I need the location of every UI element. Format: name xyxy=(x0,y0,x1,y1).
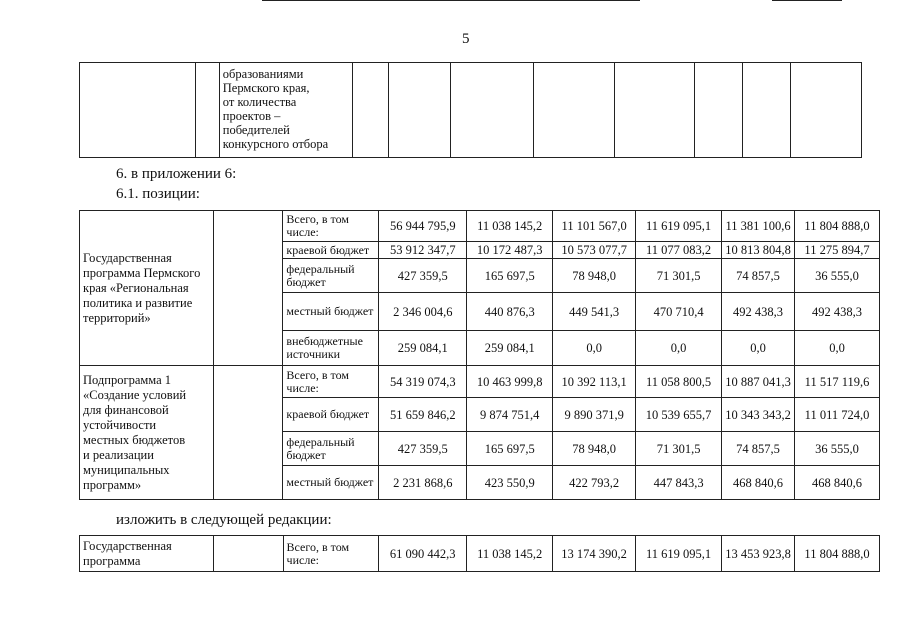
table-row xyxy=(80,366,880,398)
value-cell: 11 038 145,2 xyxy=(467,536,553,572)
value-cell: 53 912 347,7 xyxy=(379,242,467,259)
continuation-table xyxy=(79,62,862,158)
value-cell: 10 813 804,8 xyxy=(722,242,795,259)
value-cell: 0,0 xyxy=(553,331,636,366)
value-cell: 2 346 004,6 xyxy=(379,293,467,331)
value-cell: 2 231 868,6 xyxy=(379,466,467,500)
value-cell: 11 804 888,0 xyxy=(795,536,880,572)
value-cell: 0,0 xyxy=(636,331,722,366)
value-cell: 61 090 442,3 xyxy=(379,536,467,572)
value-cell: 36 555,0 xyxy=(795,259,880,293)
value-cell: 259 084,1 xyxy=(379,331,467,366)
empty-cell xyxy=(195,63,219,158)
value-cell: 259 084,1 xyxy=(467,331,553,366)
value-cell: 71 301,5 xyxy=(636,432,722,466)
row-label: внебюджетные источники xyxy=(283,331,379,366)
top-rule-left xyxy=(262,0,640,1)
empty-cell xyxy=(534,63,615,158)
value-cell: 10 887 041,3 xyxy=(722,366,795,398)
value-cell: 10 172 487,3 xyxy=(467,242,553,259)
value-cell: 10 343 343,2 xyxy=(722,398,795,432)
value-cell: 447 843,3 xyxy=(636,466,722,500)
row-label: местный бюджет xyxy=(283,293,379,331)
value-cell: 427 359,5 xyxy=(379,432,467,466)
value-cell: 422 793,2 xyxy=(553,466,636,500)
value-cell: 13 453 923,8 xyxy=(722,536,795,572)
row-label: Всего, в том числе: xyxy=(283,211,379,242)
row-label: федеральный бюджет xyxy=(283,259,379,293)
empty-cell xyxy=(615,63,695,158)
row-label: Всего, в том числе: xyxy=(283,366,379,398)
value-cell: 492 438,3 xyxy=(722,293,795,331)
value-cell: 11 381 100,6 xyxy=(722,211,795,242)
value-cell: 11 275 894,7 xyxy=(795,242,880,259)
value-cell: 78 948,0 xyxy=(553,259,636,293)
value-cell: 468 840,6 xyxy=(795,466,880,500)
page-number: 5 xyxy=(462,31,470,47)
empty-cell xyxy=(213,211,283,366)
value-cell: 74 857,5 xyxy=(722,259,795,293)
value-cell: 78 948,0 xyxy=(553,432,636,466)
value-cell: 492 438,3 xyxy=(795,293,880,331)
value-cell: 468 840,6 xyxy=(722,466,795,500)
paragraph-6: 6. в приложении 6: xyxy=(116,166,237,182)
paragraph-6-1: 6.1. позиции: xyxy=(116,186,200,202)
paragraph-replace: изложить в следующей редакции: xyxy=(116,512,332,528)
row-label: краевой бюджет xyxy=(283,398,379,432)
value-cell: 11 077 083,2 xyxy=(636,242,722,259)
row-label: местный бюджет xyxy=(283,466,379,500)
new-edition-table xyxy=(79,535,880,572)
program-name: Государственная программа xyxy=(80,536,214,572)
top-rule-right xyxy=(772,0,842,1)
value-cell: 449 541,3 xyxy=(553,293,636,331)
empty-cell xyxy=(213,536,283,572)
empty-cell xyxy=(388,63,450,158)
empty-cell xyxy=(743,63,791,158)
value-cell: 54 319 074,3 xyxy=(379,366,467,398)
value-cell: 71 301,5 xyxy=(636,259,722,293)
value-cell: 0,0 xyxy=(795,331,880,366)
empty-cell xyxy=(352,63,388,158)
value-cell: 11 517 119,6 xyxy=(795,366,880,398)
value-cell: 0,0 xyxy=(722,331,795,366)
value-cell: 11 804 888,0 xyxy=(795,211,880,242)
indicator-text: образованиями Пермского края, от количества проектов – победителей конкурсного отбора xyxy=(219,63,352,158)
value-cell: 427 359,5 xyxy=(379,259,467,293)
value-cell: 10 573 077,7 xyxy=(553,242,636,259)
row-label: краевой бюджет xyxy=(283,242,379,259)
empty-cell xyxy=(450,63,534,158)
empty-cell xyxy=(80,63,196,158)
value-cell: 440 876,3 xyxy=(467,293,553,331)
value-cell: 51 659 846,2 xyxy=(379,398,467,432)
empty-cell xyxy=(213,366,283,500)
row-label: Всего, в том числе: xyxy=(283,536,379,572)
value-cell: 11 011 724,0 xyxy=(795,398,880,432)
value-cell: 56 944 795,9 xyxy=(379,211,467,242)
value-cell: 10 539 655,7 xyxy=(636,398,722,432)
value-cell: 11 038 145,2 xyxy=(467,211,553,242)
value-cell: 13 174 390,2 xyxy=(553,536,636,572)
value-cell: 165 697,5 xyxy=(467,259,553,293)
value-cell: 165 697,5 xyxy=(467,432,553,466)
row-label: федеральный бюджет xyxy=(283,432,379,466)
value-cell: 11 058 800,5 xyxy=(636,366,722,398)
value-cell: 9 874 751,4 xyxy=(467,398,553,432)
value-cell: 9 890 371,9 xyxy=(553,398,636,432)
table-row xyxy=(80,211,880,242)
table-row xyxy=(80,536,880,572)
value-cell: 470 710,4 xyxy=(636,293,722,331)
value-cell: 10 463 999,8 xyxy=(467,366,553,398)
value-cell: 74 857,5 xyxy=(722,432,795,466)
empty-cell xyxy=(791,63,862,158)
value-cell: 36 555,0 xyxy=(795,432,880,466)
value-cell: 423 550,9 xyxy=(467,466,553,500)
empty-cell xyxy=(695,63,743,158)
value-cell: 11 101 567,0 xyxy=(553,211,636,242)
value-cell: 11 619 095,1 xyxy=(636,211,722,242)
budget-table xyxy=(79,210,880,500)
program-name: Государственная программа Пермского края «Региональная политика и развитие территорий» xyxy=(80,211,214,366)
value-cell: 10 392 113,1 xyxy=(553,366,636,398)
value-cell: 11 619 095,1 xyxy=(636,536,722,572)
subprogram-name: Подпрограмма 1 «Создание условий для финансовой устойчивости местных бюджетов и реализации муниципальных программ» xyxy=(80,366,214,500)
